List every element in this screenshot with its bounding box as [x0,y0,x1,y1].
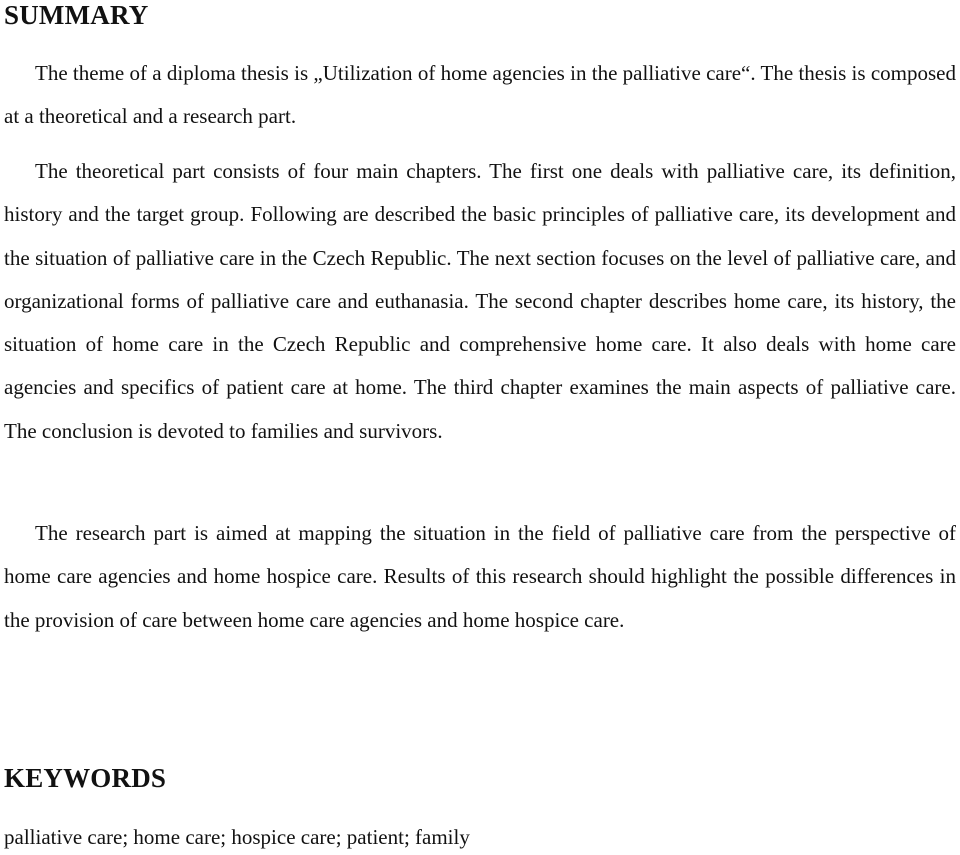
summary-paragraph-3: The research part is aimed at mapping the situation in the field of palliative care from the perspective of home care agencies and home hospice care. Results of this research should highlight the possible differences in the provision of care between home care agencies and home hospice care. [4,521,956,632]
summary-heading: SUMMARY [4,0,149,30]
summary-paragraph-1: The theme of a diploma thesis is „Utilization of home agencies in the palliative care“. The thesis is composed at a theoretical and a research part. [4,61,956,129]
keywords-list: palliative care; home care; hospice care; patient; family [4,825,470,849]
summary-paragraph-2: The theoretical part consists of four main chapters. The first one deals with palliative care, its definition, history and the target group. Following are described the basic principles of palliative care, its development and the situation of palliative care in the Czech Republic. The next section focuses on the level of palliative care, and organizational forms of palliative care and euthanasia. The second chapter describes home care, its history, the situation of home care in the Czech Republic and comprehensive home care. It also deals with home care agencies and specifics of patient care at home. The third chapter examines the main aspects of palliative care. The conclusion is devoted to families and survivors. [4,159,956,443]
keywords-heading: KEYWORDS [4,763,167,793]
